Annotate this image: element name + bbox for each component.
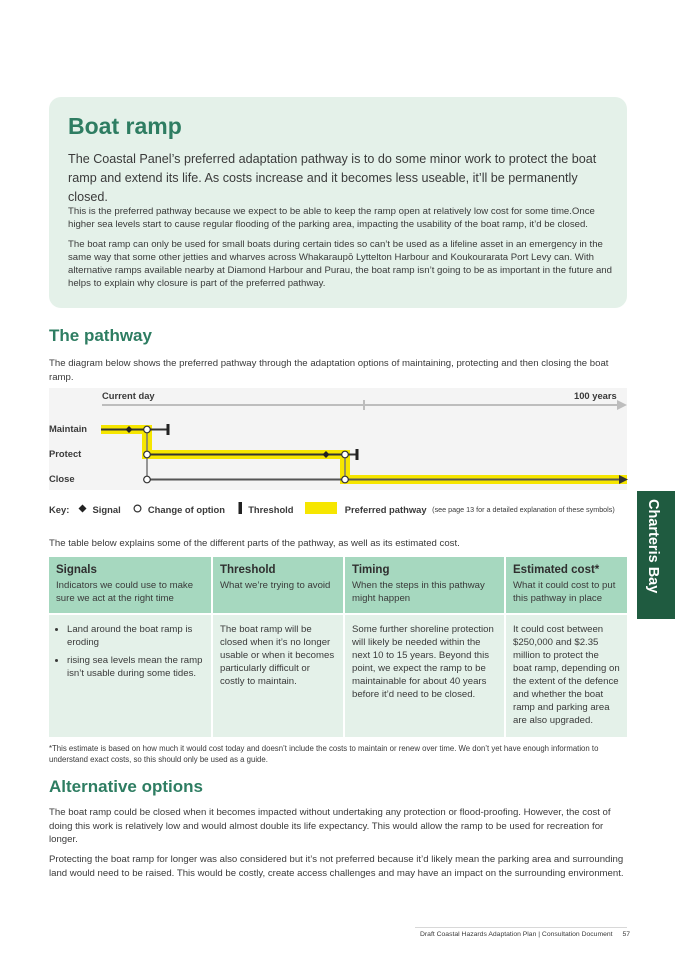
page-number: 57 — [622, 931, 631, 938]
cost-cell: It could cost between $250,000 and $2.35 million to protect the boat ramp, depending on the extent of the defence and whether the boat ramp and parking area are also upgraded. — [504, 615, 627, 737]
intro-paragraph: The boat ramp can only be used for small boats during certain tides so can’t be used as a lifeline asset in an emergency in the same way that some other jetties and wharves across Whakaraupō Lyttelton Harbour and Koukourarata Port Levy can. With alternative ramps available nearby at Diamond Harbour and Purau, the boat ramp isn’t going to be as important in the future and helps to explain why closure is part of the preferred pathway. — [68, 239, 612, 289]
row-label-close: Close — [49, 473, 75, 484]
table-header: Signals Indicators we could use to make sure we act at the right time — [49, 557, 211, 615]
table-row — [49, 615, 627, 737]
timeline-start-label: Current day — [102, 390, 155, 401]
key-label: Key: — [49, 503, 70, 515]
list-item: • rising sea levels mean the ramp isn’t usable during some tides. — [67, 654, 204, 680]
cost-footnote: *This estimate is based on how much it would cost today and doesn’t include the costs to maintain or renew over time. We don’t yet have enough information to understand exact costs, so this should only be used as a guide. — [49, 744, 599, 764]
row-label-protect: Protect — [49, 448, 82, 459]
change-icon — [133, 504, 142, 515]
change-marker — [144, 476, 151, 483]
side-tab-label: Charteris Bay — [645, 499, 661, 594]
footer-text: Draft Coastal Hazards Adaptation Plan | Consultation Document — [420, 931, 613, 938]
key-threshold: Threshold — [248, 503, 294, 515]
intro-paragraph: This is the preferred pathway because we expect to be able to keep the ramp open at relatively low cost for some time.Once higher sea levels start to cause regular flooding of the parking area, impacting the usability of the boat ramp, it’d be closed. — [68, 206, 595, 230]
table-intro: The table below explains some of the different parts of the pathway, as well as its estimated cost. — [49, 538, 460, 549]
change-marker — [144, 426, 151, 433]
table-header: Estimated cost* What it could cost to put this pathway in place — [504, 557, 627, 615]
change-marker — [144, 451, 151, 458]
pathway-heading: The pathway — [49, 326, 152, 345]
key-change: Change of option — [147, 503, 225, 515]
alternatives-paragraph: The boat ramp could be closed when it becomes impacted without undertaking any protection or flood-proofing. However, the cost of doing this work is relatively low and would almost double its life expectancy. This would allow the ramp to be used for recreation for longer. — [49, 807, 611, 845]
timeline-arrow-head — [617, 400, 627, 410]
page-title: Boat ramp — [68, 113, 182, 139]
change-marker — [342, 451, 349, 458]
row-label-maintain: Maintain — [49, 423, 88, 434]
table-header: Timing When the steps in this pathway might happen — [343, 557, 504, 615]
list-item: • Land around the boat ramp is eroding — [67, 623, 204, 649]
signal-icon — [78, 504, 87, 515]
pathway-text: The diagram below shows the preferred pathway through the adaptation options of maintaining, protecting and then closing the boat ramp. — [49, 358, 609, 383]
table-header: Threshold What we’re trying to avoid — [211, 557, 343, 615]
key-preferred: Preferred pathway — [344, 503, 427, 515]
timeline-end-label: 100 years — [574, 390, 617, 401]
threshold-cell: The boat ramp will be closed when it’s no longer usable or when it becomes particularly difficult or costly to maintain. — [211, 615, 343, 737]
page-footer — [420, 931, 630, 938]
change-marker — [342, 476, 349, 483]
footer-divider — [415, 927, 627, 928]
key-signal: Signal — [92, 503, 121, 515]
timing-cell: Some further shoreline protection will likely be needed within the next 10 to 15 years. Beyond this point, we expect the ramp to be maintainable for about 40 years before it’d need to be closed. — [343, 615, 504, 737]
alternatives-heading: Alternative options — [49, 777, 203, 796]
diagram-key — [49, 502, 615, 516]
alternatives-paragraph: Protecting the boat ramp for longer was also considered but it’s not preferred because it’d likely mean the parking area and surrounding land would need to be raised. This would be costly, create access challenges and may have an impact on the surrounding environment. — [49, 854, 624, 879]
key-note: (see page 13 for a detailed explanation of these symbols) — [432, 504, 615, 514]
intro-lead: The Coastal Panel’s preferred adaptation pathway is to do some minor work to protect the boat ramp and extend its life. As costs increase and it becomes less useable, it’ll be permanently closed. — [68, 152, 597, 204]
threshold-icon — [238, 502, 243, 516]
table-header-row — [49, 557, 627, 615]
section-side-tab — [637, 491, 675, 619]
preferred-pathway-swatch — [305, 502, 337, 516]
pathway-table — [49, 557, 627, 737]
signals-cell — [49, 615, 211, 737]
